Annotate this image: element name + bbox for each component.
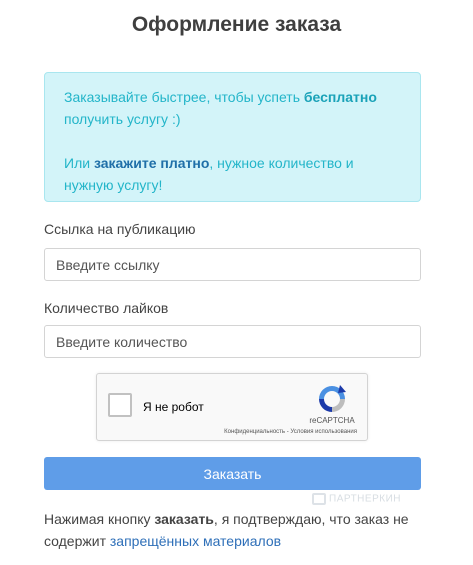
alert-paid-link[interactable]: закажите платно [93, 155, 210, 171]
alert-text: , нужное количество и нужную услугу! [64, 155, 354, 193]
recaptcha-terms-link[interactable]: Условия использования [290, 429, 357, 435]
order-submit-button[interactable]: Заказать [44, 457, 421, 490]
alert-text: Или [64, 155, 94, 171]
likes-field-label: Количество лайков [44, 300, 169, 316]
forbidden-materials-link[interactable]: запрещённых материалов [109, 533, 282, 549]
note-bold-text: заказать [154, 511, 214, 527]
recaptcha-privacy-link[interactable]: Конфиденциальность [224, 429, 286, 435]
watermark [312, 493, 401, 505]
likes-count-input[interactable] [44, 325, 421, 358]
recaptcha-logo-icon [316, 383, 348, 415]
alert-text: получить услугу :) [64, 111, 181, 127]
recaptcha-label: Я не робот [143, 400, 204, 414]
note-text: , я подтверждаю, что заказ не содержит [44, 511, 409, 549]
link-input[interactable] [44, 248, 421, 281]
alert-free-message [64, 86, 401, 130]
recaptcha-widget [96, 373, 368, 441]
link-field-label: Ссылка на публикацию [44, 221, 196, 237]
disclaimer-note [44, 508, 429, 552]
recaptcha-checkbox[interactable] [108, 393, 132, 417]
watermark-logo-icon [312, 493, 326, 505]
recaptcha-links-separator: - [285, 429, 291, 435]
info-alert [44, 72, 421, 202]
page-title: Оформление заказа [131, 13, 342, 36]
recaptcha-brand: reCAPTCHA [309, 416, 355, 425]
note-text: Нажимая кнопку [44, 511, 155, 527]
alert-paid-message [64, 152, 401, 196]
alert-free-highlight: бесплатно [303, 89, 377, 105]
recaptcha-links [224, 429, 357, 435]
alert-text: Заказывайте быстрее, чтобы успеть [64, 89, 304, 105]
watermark-text: ПАРТНЕРКИН [329, 493, 401, 505]
